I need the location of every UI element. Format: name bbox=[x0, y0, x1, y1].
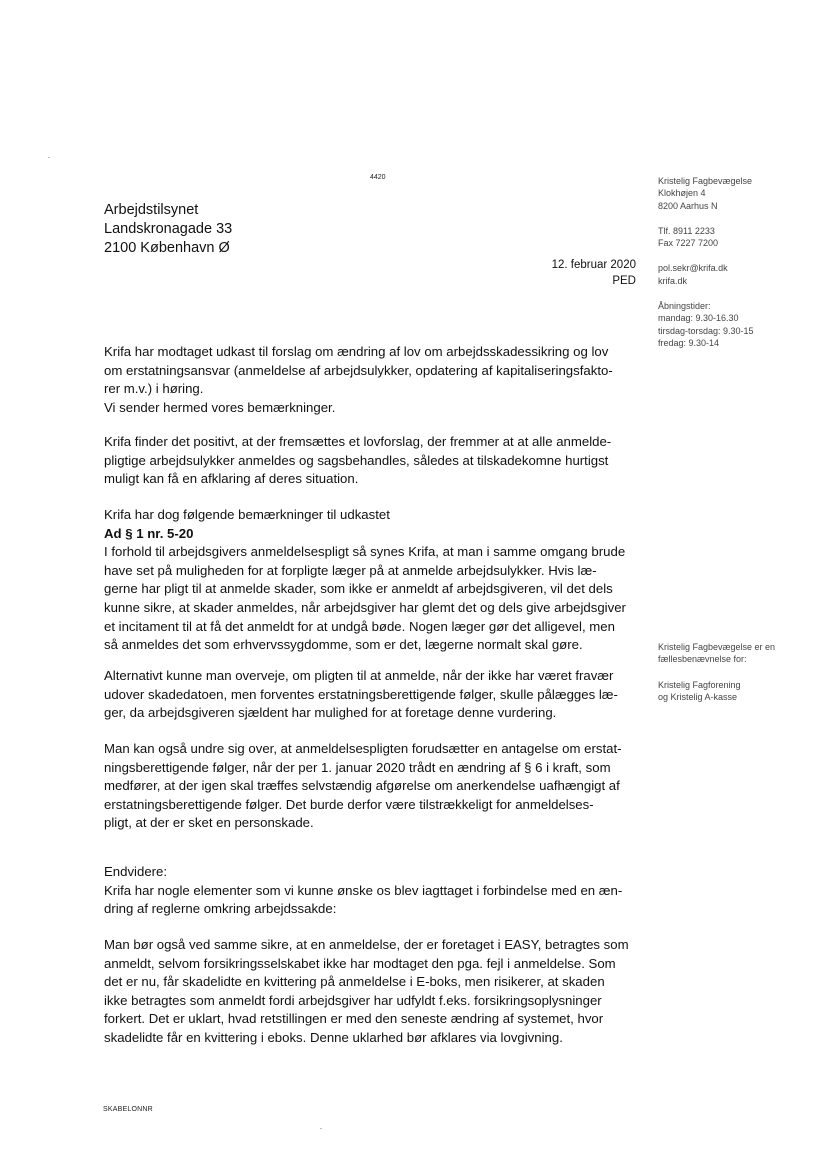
scan-speck bbox=[48, 157, 50, 158]
sender-initials: PED bbox=[612, 275, 636, 287]
template-code: SKABELONNR bbox=[103, 1106, 153, 1113]
text-line: Man bør også ved samme sikre, at en anmeldelse, der er foretaget i EASY, betragtes som bbox=[104, 937, 629, 952]
recipient-street: Landskronagade 33 bbox=[104, 221, 233, 237]
text-line: Krifa finder det positivt, at der fremsættes et lovforslag, der fremmer at at alle anmelde- bbox=[104, 434, 612, 449]
recipient-address bbox=[104, 201, 232, 258]
text-line: have set på muligheden for at forpligte læger på at anmelde arbejdsulykker. Hvis læ- bbox=[104, 562, 597, 578]
sender-web: krifa.dk bbox=[658, 275, 688, 286]
sender-email: pol.sekr@krifa.dk bbox=[658, 263, 728, 274]
text-line: Alternativt kunne man overveje, om pligten til at anmelde, når der ikke har været fravær bbox=[104, 668, 614, 683]
paragraph-remarks bbox=[104, 506, 640, 655]
opening-hours-title: Åbningstider: bbox=[658, 301, 711, 312]
text-line: Man kan også undre sig over, at anmeldelsespligten forudsætter en antagelse om erstat- bbox=[104, 741, 622, 756]
recipient-name: Arbejdstilsynet bbox=[104, 202, 199, 218]
side-note bbox=[658, 641, 775, 703]
letter-date: 12. februar 2020 bbox=[551, 259, 636, 271]
sender-fax: Fax 7227 7200 bbox=[658, 238, 719, 249]
text-line: skadelidte får en kvittering i eboks. Denne uklarhed bør afklares via lovgivning. bbox=[104, 1029, 563, 1045]
side-note-line: Kristelig Fagforening bbox=[658, 679, 741, 690]
text-line: rer m.v.) i høring. bbox=[104, 381, 204, 397]
paragraph-positive bbox=[104, 433, 640, 489]
text-line: pligt, at der er sket en personskade. bbox=[104, 815, 314, 831]
text-line: dring af reglerne omkring arbejdssakde: bbox=[104, 901, 337, 917]
document-number: 4420 bbox=[370, 174, 386, 181]
text-line: Endvidere: bbox=[104, 864, 168, 879]
text-line: udover skadedatoen, men forventes erstatningsberettigende følger, skulle pålægges læ- bbox=[104, 686, 618, 702]
text-line: anmeldt, selvom forsikringsselskabet ikke har modtaget den pga. fejl i anmeldelse. Som bbox=[104, 955, 616, 971]
side-note-line: Kristelig Fagbevægelse er en bbox=[658, 642, 776, 652]
recipient-city: 2100 København Ø bbox=[104, 240, 230, 256]
opening-hours-line: fredag: 9.30-14 bbox=[658, 337, 720, 348]
opening-hours-line: mandag: 9.30-16.30 bbox=[658, 313, 739, 324]
paragraph-easy bbox=[104, 936, 640, 1048]
text-line: ningsberettigende følger, når der per 1. januar 2020 trådt en ændring af § 6 i kraft, som bbox=[104, 759, 611, 775]
text-line: så anmeldes det som erhvervssygdomme, som er det, lægerne normalt skal gøre. bbox=[104, 637, 583, 653]
sender-street: Klokhøjen 4 bbox=[658, 188, 706, 199]
text-line: ger, da arbejdsgiveren sjældent har mulighed for at foretage denne vurdering. bbox=[104, 705, 557, 721]
text-line: ikke betragtes som anmeldt fordi arbejdsgiver har udfyldt f.eks. forsikringsoplysninger bbox=[104, 992, 602, 1008]
paragraph-furthermore bbox=[104, 863, 640, 919]
text-line: om erstatningsansvar (anmeldelse af arbejdsulykker, opdatering af kapitaliseringsfakto- bbox=[104, 362, 613, 378]
scan-speck bbox=[320, 1128, 322, 1129]
section-heading: Ad § 1 nr. 5-20 bbox=[104, 525, 194, 541]
text-line: pligtige arbejdsulykker anmeldes og sagsbehandles, således at tilskadekomne hurtigst bbox=[104, 452, 609, 468]
side-note-line: fællesbenævnelse for: bbox=[658, 654, 747, 665]
sender-phone: Tlf. 8911 2233 bbox=[658, 225, 715, 236]
paragraph-obligation bbox=[104, 740, 640, 833]
sender-info bbox=[658, 175, 754, 349]
text-line: muligt kan få en afklaring af deres situation. bbox=[104, 471, 359, 487]
text-line: et incitament til at få det anmeldt for at undgå bøde. Nogen læger gør det alligevel, men bbox=[104, 618, 615, 634]
sender-org: Kristelig Fagbevægelse bbox=[658, 176, 753, 186]
text-line: gerne har pligt til at anmelde skader, som ikke er anmeldt af arbejdsgiveren, vil det dels bbox=[104, 581, 613, 597]
text-line: kunne sikre, at skader anmeldes, når arbejdsgiver har glemt det og dels give arbejdsgiver bbox=[104, 599, 626, 615]
side-note-line: og Kristelig A-kasse bbox=[658, 691, 738, 702]
text-line: erstatningsberettigende følger. Det burde derfor være tilstrækkeligt for anmeldelses- bbox=[104, 796, 594, 812]
text-line: I forhold til arbejdsgivers anmeldelsespligt så synes Krifa, at man i samme omgang brude bbox=[104, 544, 626, 560]
date-block bbox=[470, 257, 636, 289]
text-line: Vi sender hermed vores bemærkninger. bbox=[104, 399, 336, 415]
text-line: Krifa har modtaget udkast til forslag om ændring af lov om arbejdsskadessikring og lov bbox=[104, 344, 609, 359]
text-line: Krifa har nogle elementer som vi kunne ønske os blev iagttaget i forbindelse med en æn- bbox=[104, 882, 623, 898]
sender-city: 8200 Aarhus N bbox=[658, 200, 718, 211]
text-line: Krifa har dog følgende bemærkninger til udkastet bbox=[104, 507, 390, 522]
paragraph-alternative bbox=[104, 667, 640, 723]
text-line: det er nu, får skadelidte en kvittering på anmeldelse i E-boks, men risikerer, at skaden bbox=[104, 974, 605, 990]
text-line: medfører, at der igen skal træffes selvstændig afgørelse om anerkendelse uafhængigt af bbox=[104, 778, 620, 794]
paragraph-intro bbox=[104, 343, 640, 417]
opening-hours-line: tirsdag-torsdag: 9.30-15 bbox=[658, 325, 754, 336]
text-line: forkert. Det er uklart, hvad retstillingen er med den seneste ændring af systemet, hvor bbox=[104, 1011, 604, 1027]
